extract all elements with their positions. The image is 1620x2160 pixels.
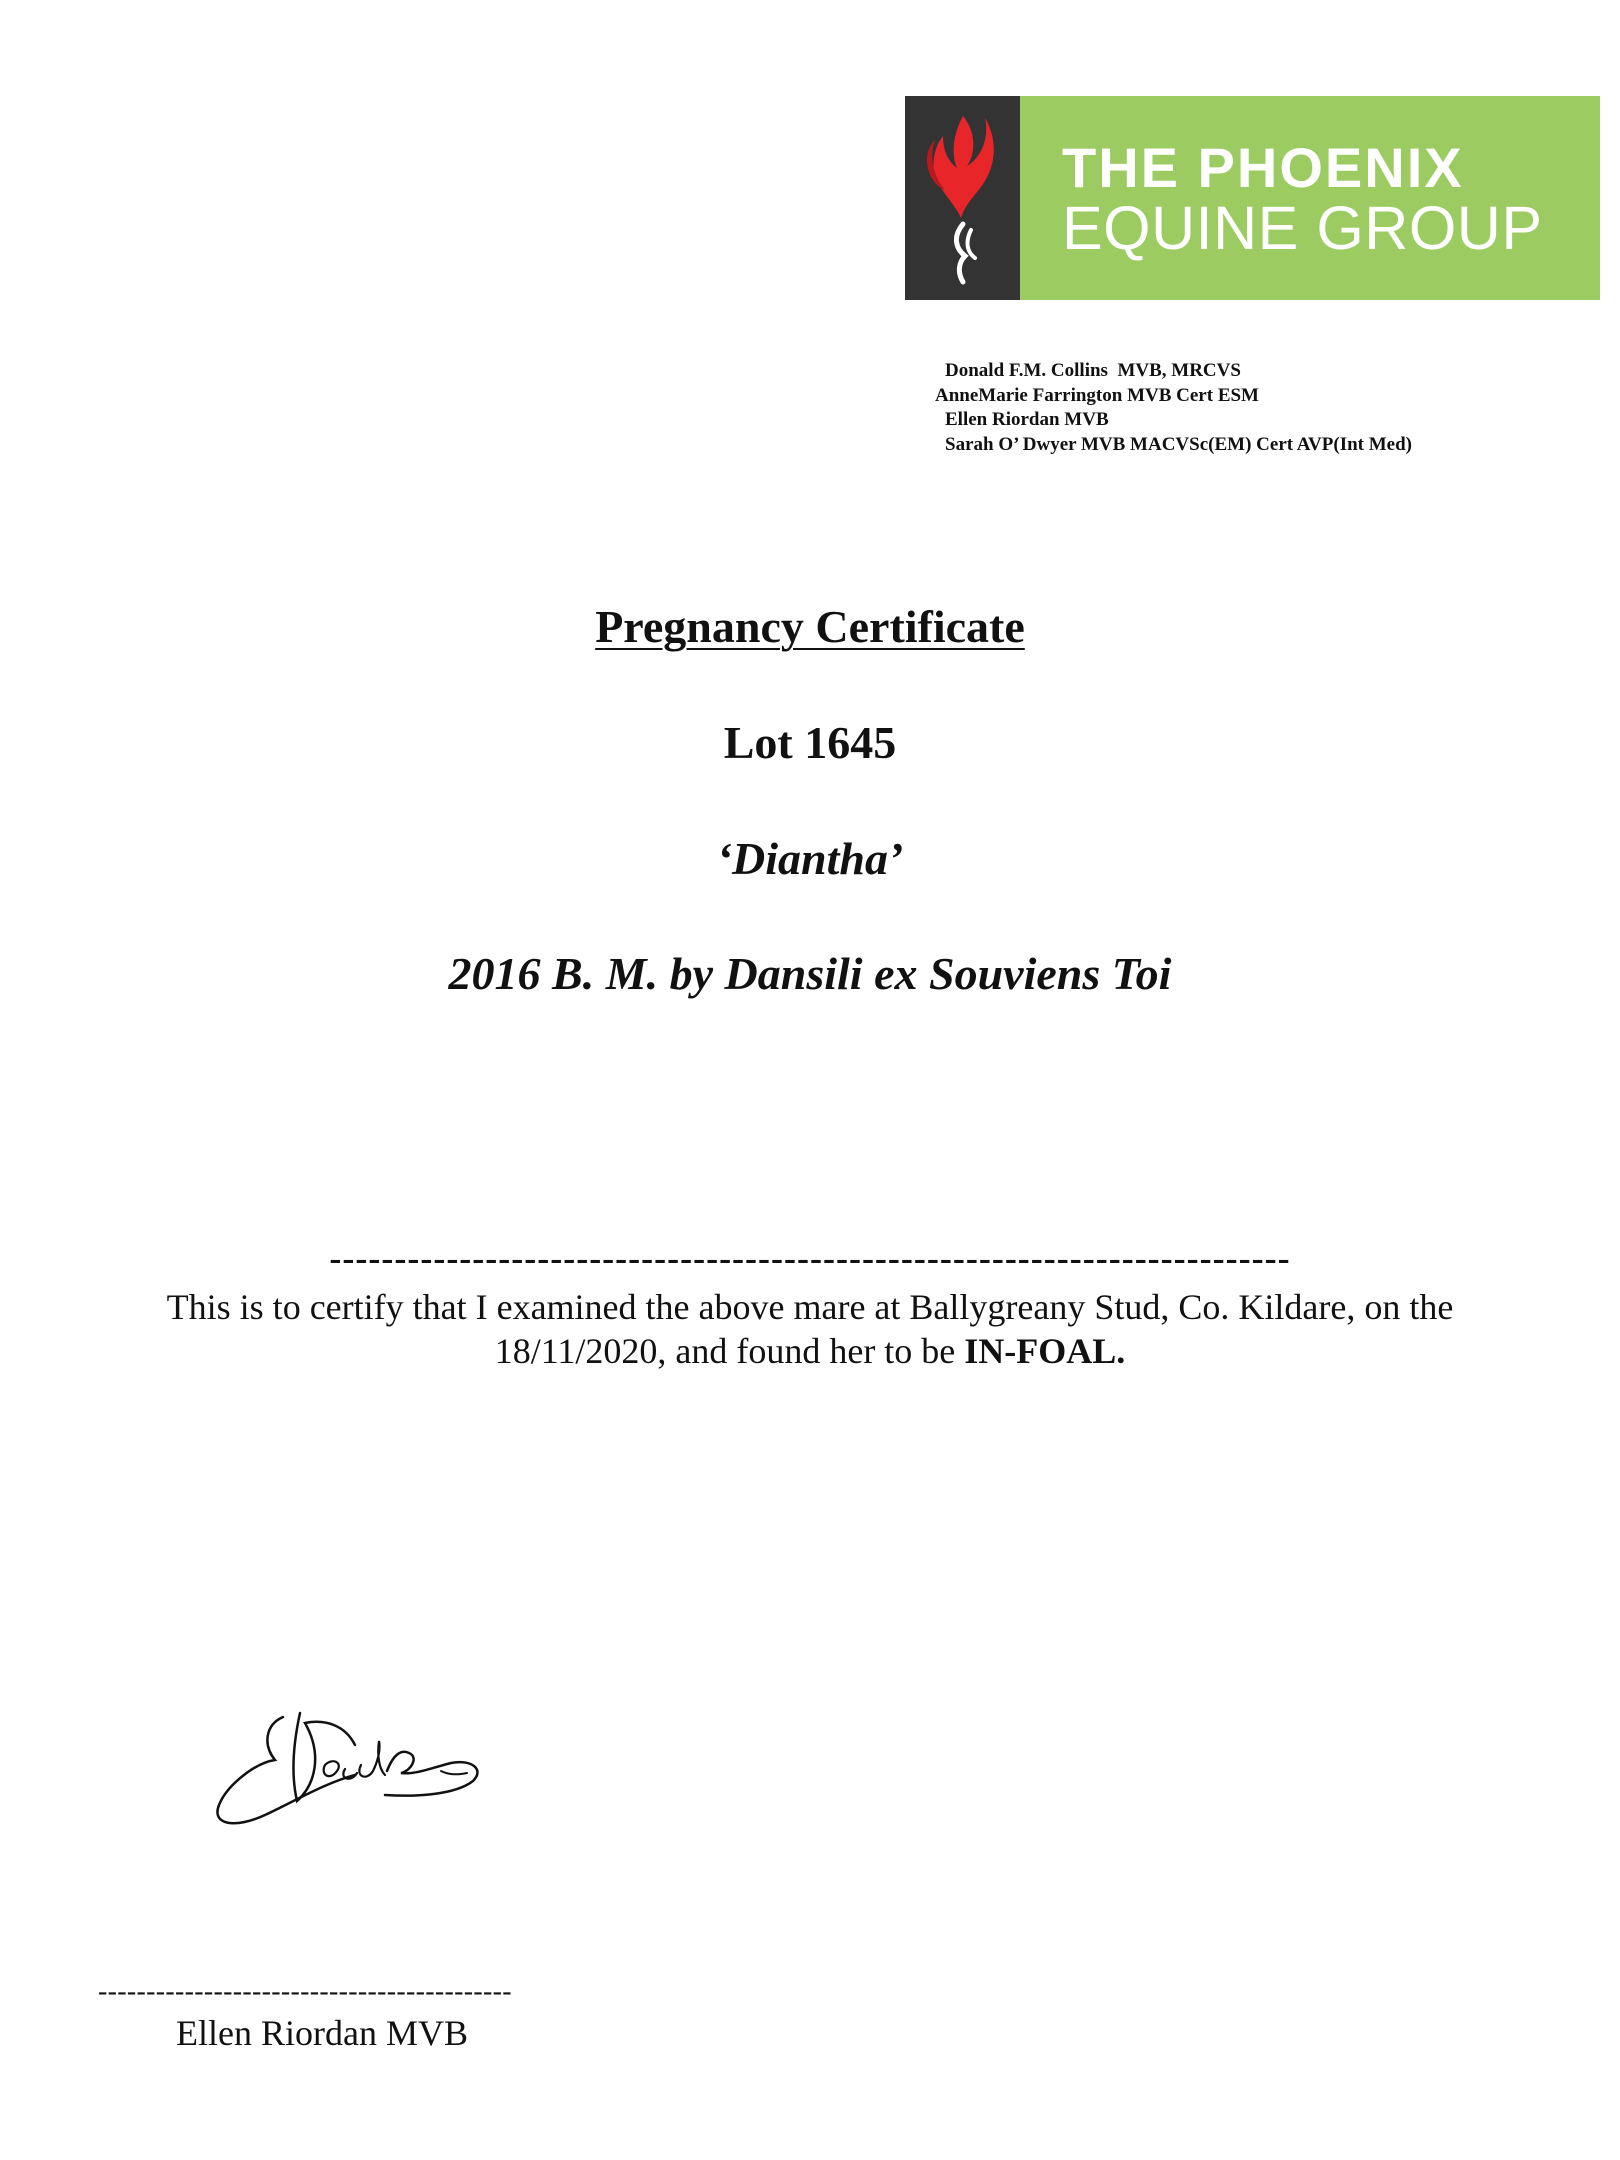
staff-member: Donald F.M. Collins MVB, MRCVS — [945, 360, 1241, 381]
horse-name: ‘Diantha’ — [716, 833, 904, 884]
signatory-name: Ellen Riordan MVB — [176, 2013, 468, 2053]
company-logo — [905, 96, 1600, 300]
certificate-title: Pregnancy Certificate — [595, 601, 1025, 652]
staff-member: Sarah O’ Dwyer MVB MACVSc(EM) Cert AVP(Int Med) — [945, 433, 1413, 455]
logo-text-line1: THE PHOENIX — [1062, 136, 1464, 199]
section-divider: -------------------------------------------------------------------------- — [329, 1238, 1291, 1278]
staff-member: Ellen Riordan MVB — [945, 409, 1109, 430]
staff-member: AnneMarie Farrington MVB Cert ESM — [935, 384, 1259, 406]
pregnancy-result: IN-FOAL. — [964, 1331, 1126, 1371]
horse-pedigree: 2016 B. M. by Dansili ex Souviens Toi — [448, 948, 1172, 999]
statement-text: This is to certify that I examined the above mare at Ballygreany Stud, Co. Kildare, on the 18/11/2020, and found her to be — [166, 1287, 1454, 1371]
logo-text-line2: EQUINE GROUP — [1062, 194, 1543, 262]
phoenix-flame-icon — [905, 96, 1020, 300]
lot-number: Lot 1645 — [723, 717, 897, 768]
logo-wordmark — [1020, 96, 1600, 300]
certification-statement — [150, 1285, 1470, 1373]
staff-list — [935, 359, 1555, 457]
signature-line: ------------------------------------------- — [98, 1976, 512, 2007]
handwritten-signature — [205, 1705, 505, 1835]
